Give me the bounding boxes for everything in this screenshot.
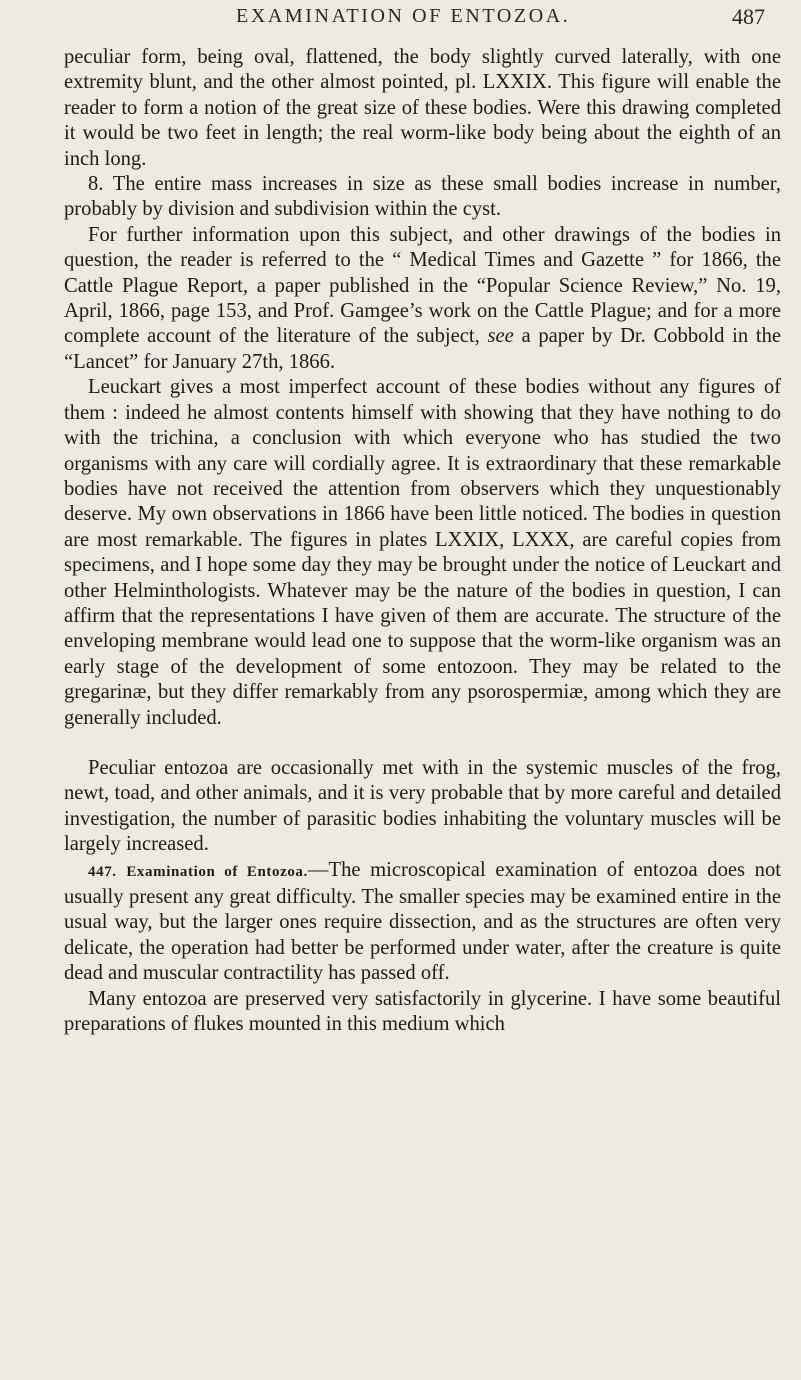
see-italic: see: [487, 325, 514, 348]
paragraph-3-tail: a paper by Dr. Cobbold in the “Lancet” for January 27th, 1866.: [64, 325, 782, 373]
running-title: EXAMINATION OF ENTOZOA.: [236, 5, 571, 27]
section-447: [64, 858, 781, 987]
paragraph-4: Leuckart gives a most imperfect account of these bodies without any figures of them : indeed he almost contents himself with showing that they have nothing to do with the trichina, a conclusion with which everyone who has studied the two organisms with any care will cordially agree. It is extraordinary that these remarkable bodies have not received the attention from observers which they unquestionably deserve. My own observations in 1866 have been little noticed. The bodies in question are most remarkable. The figures in plates LXXIX, LXXX, are careful copies from specimens, and I hope some day they may be brought under the notice of Leuckart and other Helminthologists. Whatever may be the nature of the bodies in question, I can affirm that the representations I have given of them are accurate. The structure of the enveloping membrane would lead one to suppose that the worm-like organism was an early stage of the development of some entozoon. They may be related to the gregarinæ, but they differ remarkably from any psorospermiæ, among which they are generally included.: [64, 376, 781, 729]
section-dash: —: [307, 858, 329, 881]
paragraph-3-text: For further information upon this subject, and other drawings of the bodies in question, the reader is referred to the “ Medical Times and Gazette ” for 1866, the Cattle Plague Report, a paper published in the “Popular Science Review,” No. 19, April, 1866, page 153, and Prof. Gamgee’s work on the Cattle Plague; and for a more complete account of the literature of the subject,: [64, 223, 781, 348]
paragraph-1: peculiar form, being oval, flattened, the body slightly curved laterally, with one extremity blunt, and the other almost pointed, pl. LXXIX. This figure will enable the reader to form a notion of the great size of these bodies. Were this drawing completed it would be two feet in length; the real worm-like body being about the eighth of an inch long.: [64, 46, 781, 170]
section-title: Examination of Entozoa.: [126, 863, 308, 880]
paragraph-5: Peculiar entozoa are occasionally met with in the systemic muscles of the frog, newt, toad, and other animals, and it is very probable that by more careful and detailed investigation, the number of parasitic bodies inhabiting the voluntary muscles will be largely increased.: [64, 756, 781, 856]
section-text: The microscopical examination of entozoa does not usually present any great difficulty. The smaller species may be examined entire in the usual way, but the larger ones require dissection, and as the structures are often very delicate, the operation had better be performed under water, after the creature is quite dead and muscular contractility has passed off.: [64, 858, 781, 985]
body-text: [64, 45, 781, 1037]
paragraph-2: 8. The entire mass increases in size as these small bodies increase in number, probably by division and subdivision within the cyst.: [64, 173, 781, 221]
page-number: 487: [732, 4, 765, 29]
running-head: [56, 0, 781, 40]
paragraph-3: [64, 223, 781, 375]
paragraph-7: Many entozoa are preserved very satisfactorily in glycerine. I have some beautiful preparations of flukes mounted in this medium which: [64, 987, 781, 1036]
section-number: 447.: [88, 863, 117, 880]
